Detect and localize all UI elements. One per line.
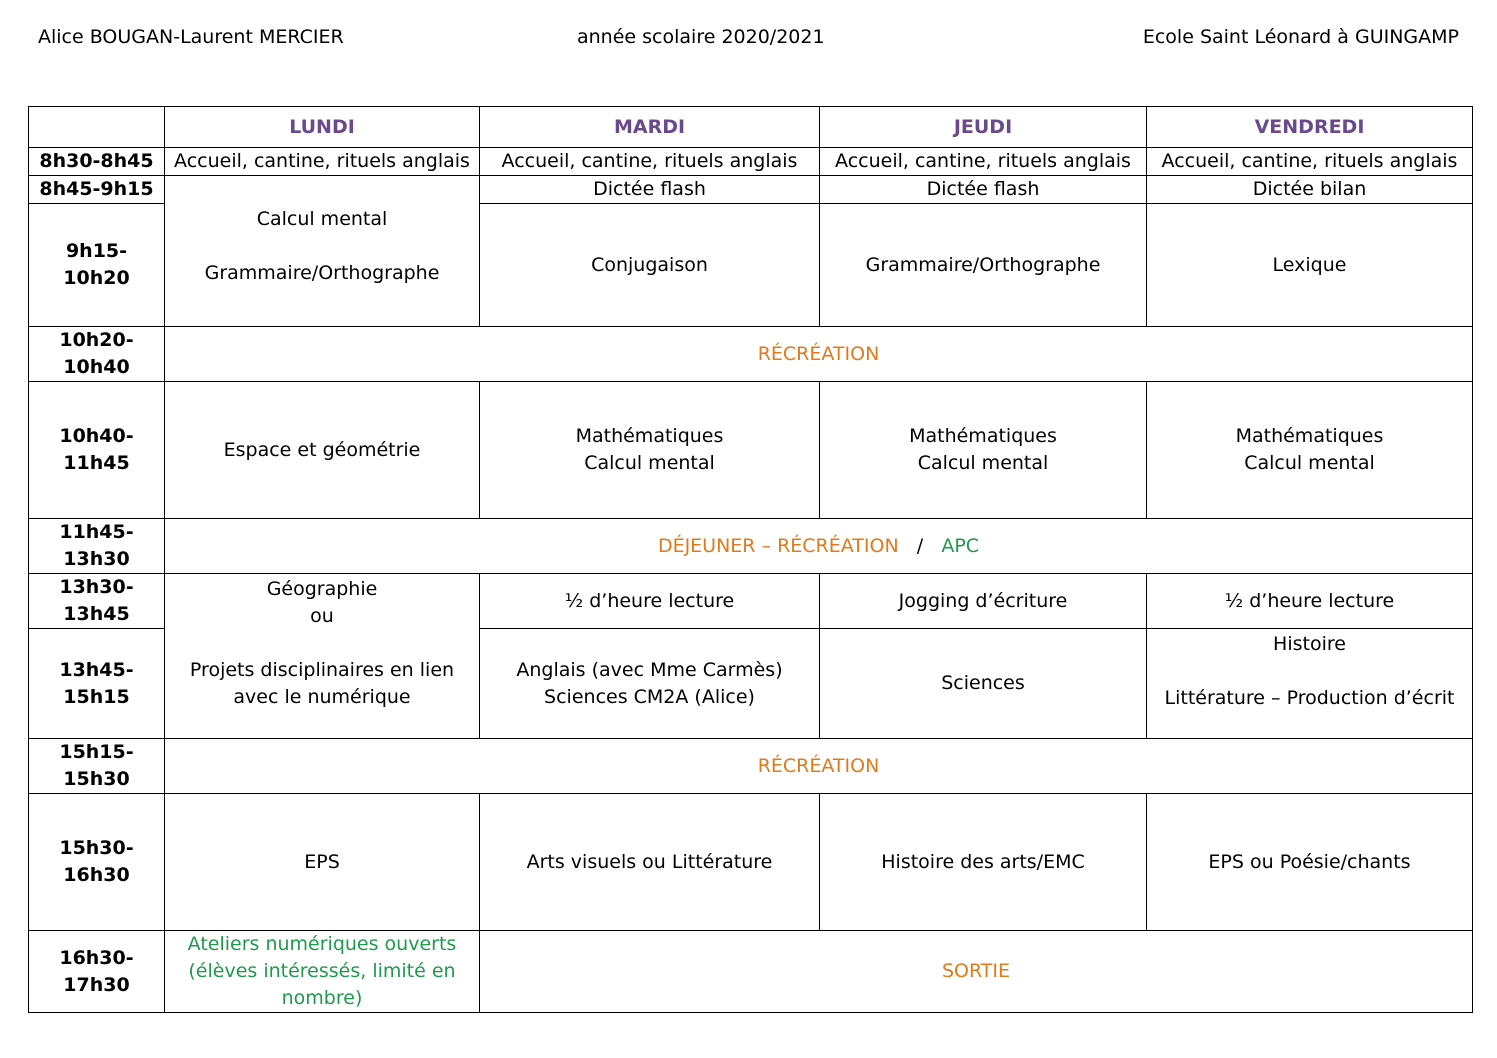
row-late-morning — [29, 382, 1473, 519]
vendredi-histoire: Histoire — [1273, 633, 1346, 655]
ateliers-line1: Ateliers numériques ouverts — [187, 933, 457, 955]
day-jeudi: JEUDI — [820, 107, 1147, 148]
school-name: Ecole Saint Léonard à GUINGAMP — [1142, 26, 1459, 48]
row-recreation-morning — [29, 327, 1473, 382]
cell-1530-vendredi: EPS ou Poésie/chants — [1147, 794, 1473, 931]
time-label: 11h45-13h30 — [29, 519, 165, 574]
jeudi-calcul: Calcul mental — [917, 452, 1049, 474]
time-label: 10h40-11h45 — [29, 382, 165, 519]
row-1630 — [29, 931, 1473, 1013]
vendredi-maths: Mathématiques — [1235, 425, 1384, 447]
time-label: 16h30-17h30 — [29, 931, 165, 1013]
row-lunch — [29, 519, 1473, 574]
apc-text: APC — [941, 534, 980, 557]
cell-1330-mardi: ½ d’heure lecture — [480, 574, 820, 629]
lunch-separator: / — [916, 534, 924, 557]
mardi-sciences: Sciences CM2A (Alice) — [544, 685, 755, 708]
teacher-names: Alice BOUGAN-Laurent MERCIER — [38, 26, 344, 48]
row-accueil — [29, 148, 1473, 176]
cell-1330-jeudi: Jogging d’écriture — [820, 574, 1147, 629]
cell-dictee-mardi: Dictée flash — [480, 176, 820, 204]
mardi-maths: Mathématiques — [575, 425, 724, 447]
lundi-projets: Projets disciplinaires en lien — [189, 659, 455, 681]
cell-late-jeudi — [820, 382, 1147, 519]
cell-morning-lundi — [165, 176, 480, 327]
mardi-anglais: Anglais (avec Mme Carmès) — [516, 658, 783, 681]
jeudi-maths: Mathématiques — [909, 425, 1057, 447]
cell-accueil-jeudi: Accueil, cantine, rituels anglais — [820, 148, 1147, 176]
day-mardi: MARDI — [480, 107, 820, 148]
time-label: 9h15-10h20 — [29, 204, 165, 327]
lundi-geographie: Géographie — [266, 578, 378, 600]
cell-afternoon-jeudi: Sciences — [820, 629, 1147, 739]
lundi-grammaire: Grammaire/Orthographe — [204, 262, 440, 284]
lunch-banner — [165, 519, 1473, 574]
ateliers-line3: nombre) — [281, 987, 363, 1009]
lunch-text: DÉJEUNER – RÉCRÉATION — [657, 534, 899, 557]
vendredi-calcul: Calcul mental — [1244, 452, 1375, 474]
recreation-banner: RÉCRÉATION — [165, 327, 1473, 382]
cell-1530-jeudi: Histoire des arts/EMC — [820, 794, 1147, 931]
time-label: 13h30-13h45 — [29, 574, 165, 629]
time-label: 8h30-8h45 — [29, 148, 165, 176]
school-year: année scolaire 2020/2021 — [577, 26, 825, 48]
cell-accueil-lundi: Accueil, cantine, rituels anglais — [165, 148, 480, 176]
timetable — [28, 106, 1473, 1013]
cell-afternoon-lundi — [165, 574, 480, 739]
lundi-numerique: avec le numérique — [233, 686, 411, 708]
corner-cell — [29, 107, 165, 148]
cell-morning-vendredi: Lexique — [1147, 204, 1473, 327]
sortie-banner: SORTIE — [480, 931, 1473, 1013]
time-label: 15h15-15h30 — [29, 739, 165, 794]
recreation-banner: RÉCRÉATION — [165, 739, 1473, 794]
vendredi-litterature: Littérature – Production d’écrit — [1164, 687, 1455, 709]
lundi-calcul-mental: Calcul mental — [256, 208, 388, 230]
cell-dictee-vendredi: Dictée bilan — [1147, 176, 1473, 204]
time-label: 13h45-15h15 — [29, 629, 165, 739]
cell-morning-jeudi: Grammaire/Orthographe — [820, 204, 1147, 327]
lundi-ou: ou — [310, 605, 334, 627]
days-header-row — [29, 107, 1473, 148]
cell-1530-lundi: EPS — [165, 794, 480, 931]
cell-late-vendredi — [1147, 382, 1473, 519]
row-recreation-afternoon — [29, 739, 1473, 794]
row-1530 — [29, 794, 1473, 931]
ateliers-line2: (élèves intéressés, limité en — [188, 960, 456, 982]
cell-accueil-vendredi: Accueil, cantine, rituels anglais — [1147, 148, 1473, 176]
cell-afternoon-mardi — [480, 629, 820, 739]
cell-late-mardi — [480, 382, 820, 519]
cell-morning-mardi: Conjugaison — [480, 204, 820, 327]
cell-1330-vendredi: ½ d’heure lecture — [1147, 574, 1473, 629]
cell-late-lundi: Espace et géométrie — [165, 382, 480, 519]
time-label: 8h45-9h15 — [29, 176, 165, 204]
cell-dictee-jeudi: Dictée flash — [820, 176, 1147, 204]
time-label: 15h30-16h30 — [29, 794, 165, 931]
cell-1630-lundi — [165, 931, 480, 1013]
cell-accueil-mardi: Accueil, cantine, rituels anglais — [480, 148, 820, 176]
time-label: 10h20-10h40 — [29, 327, 165, 382]
cell-afternoon-vendredi — [1147, 629, 1473, 739]
mardi-calcul: Calcul mental — [584, 452, 715, 474]
row-1330 — [29, 574, 1473, 629]
cell-1530-mardi: Arts visuels ou Littérature — [480, 794, 820, 931]
day-vendredi: VENDREDI — [1147, 107, 1473, 148]
day-lundi: LUNDI — [165, 107, 480, 148]
row-dictee — [29, 176, 1473, 204]
